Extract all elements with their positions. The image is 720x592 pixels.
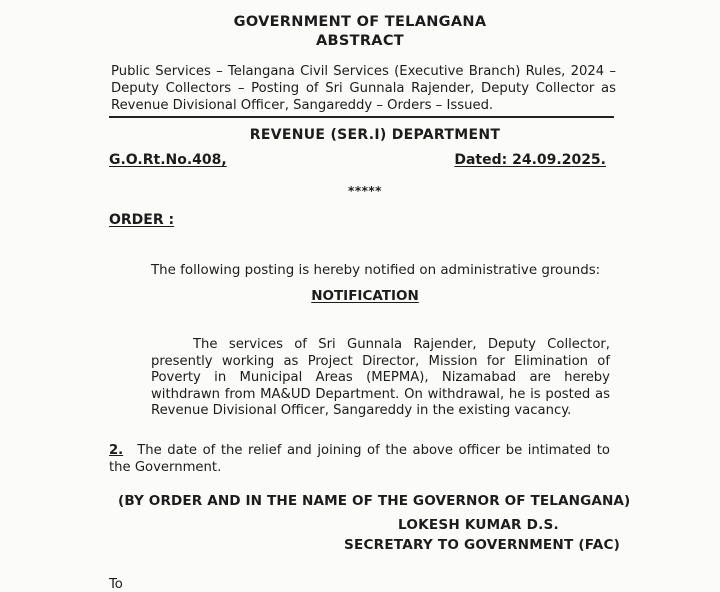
order-date: Dated: 24.09.2025. <box>454 152 606 168</box>
subject-divider <box>109 116 614 118</box>
abstract-heading: ABSTRACT <box>316 33 404 49</box>
subject-text: Public Services – Telangana Civil Services (Executive Branch) Rules, 2024 – Deputy Collectors – Posting of Sri Gunnala Rajender, Deputy Collector as Revenue Divisional Officer, Sangareddy – Orders – Issued. <box>111 64 616 113</box>
paragraph-2-number: 2. <box>109 443 124 458</box>
order-label: ORDER : <box>109 212 175 228</box>
notification-label: NOTIFICATION <box>311 288 419 304</box>
paragraph-1 <box>151 337 610 420</box>
to-label: To <box>109 577 123 592</box>
department-heading: REVENUE (SER.I) DEPARTMENT <box>249 127 501 143</box>
intro-text: The following posting is hereby notified on administrative grounds: <box>151 263 601 278</box>
paragraph-1-text: The services of Sri Gunnala Rajender, Deputy Collector, presently working as Project Director, Mission for Elimination of Poverty in Municipal Areas (MEPMA), Nizamabad are hereby withdrawn from MA&UD Department. On withdrawal, he is posted as Revenue Divisional Officer, Sangareddy in the existing vacancy. <box>151 337 610 419</box>
by-order-line: (BY ORDER AND IN THE NAME OF THE GOVERNOR OF TELANGANA) <box>118 493 631 509</box>
go-number: G.O.Rt.No.408, <box>109 152 227 168</box>
signatory-designation: SECRETARY TO GOVERNMENT (FAC) <box>344 537 621 553</box>
signatory-name: LOKESH KUMAR D.S. <box>398 517 559 533</box>
separator-stars: ***** <box>348 184 382 198</box>
paragraph-2-text: The date of the relief and joining of the above officer be intimated to the Government. <box>109 443 610 475</box>
government-heading: GOVERNMENT OF TELANGANA <box>233 14 487 30</box>
notification-heading <box>0 288 720 304</box>
paragraph-2 <box>109 442 610 476</box>
